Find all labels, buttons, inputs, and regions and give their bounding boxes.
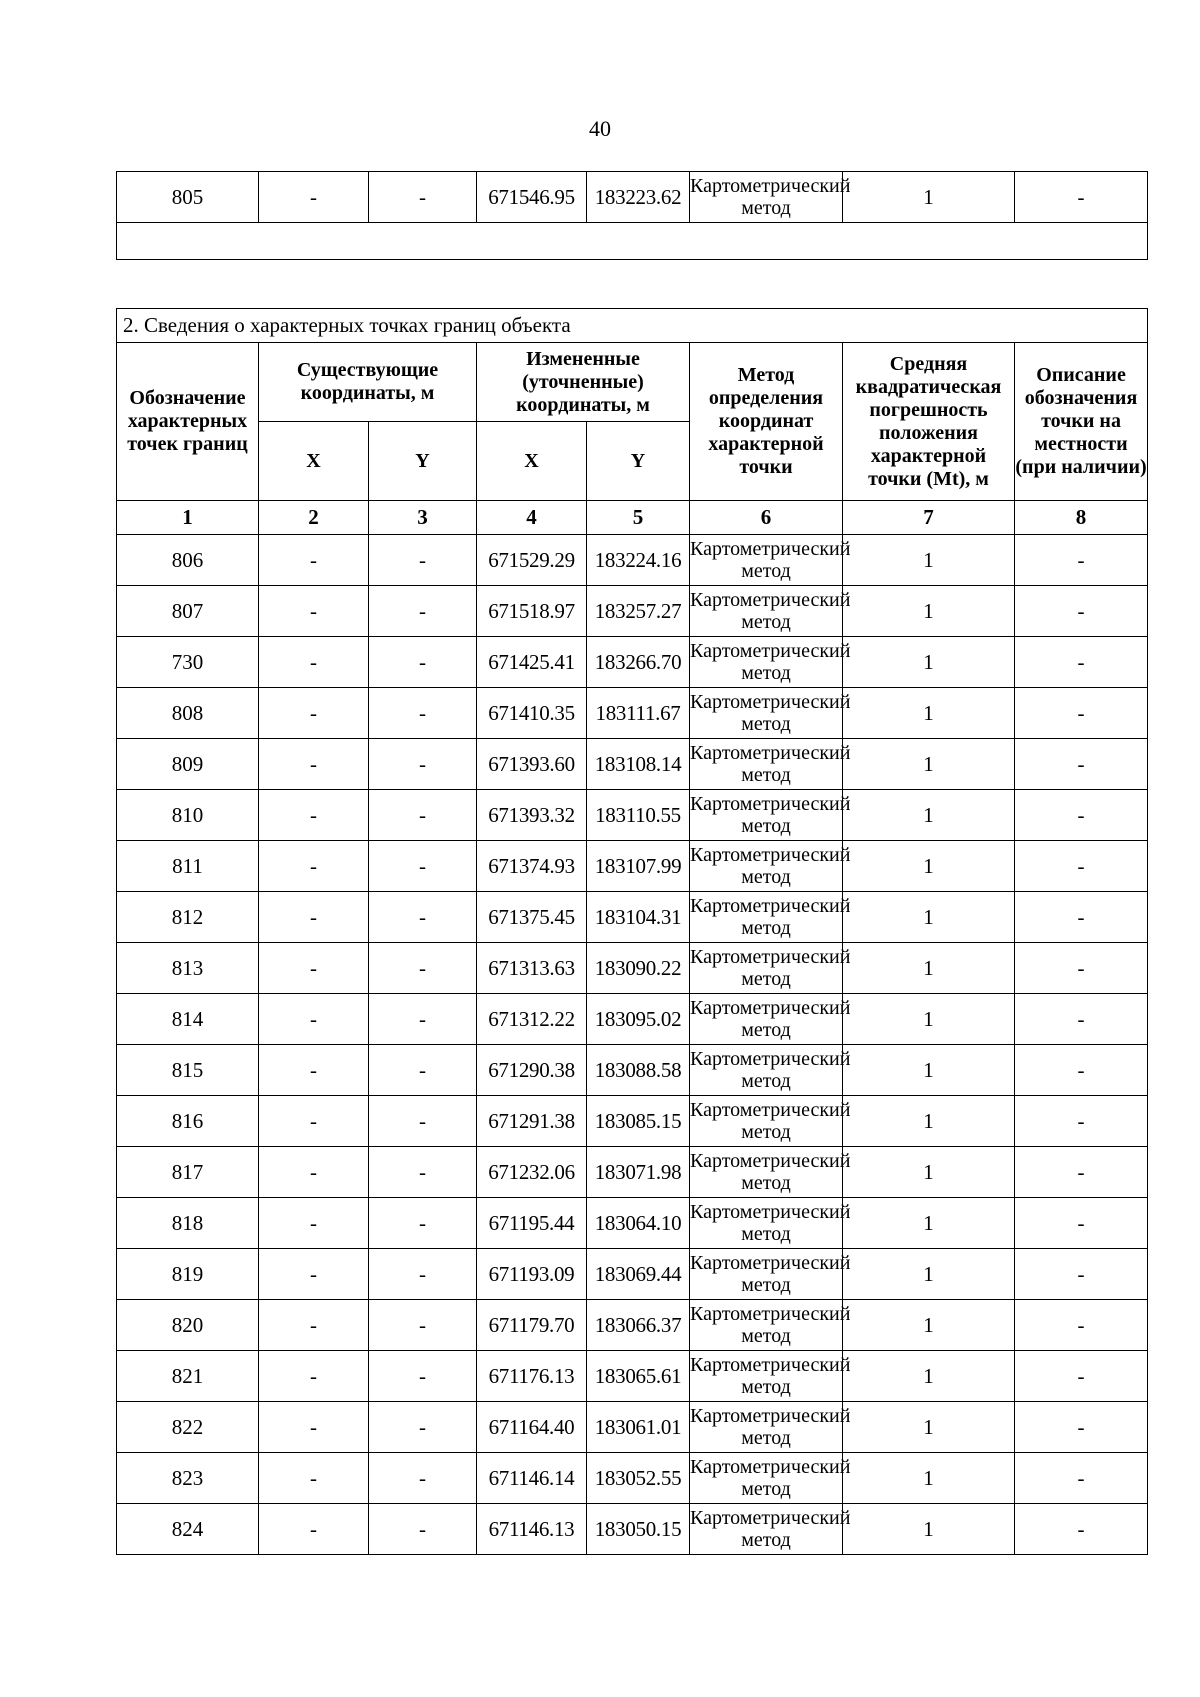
mt-value-cell: 1 <box>843 1453 1015 1504</box>
existing-y-cell: - <box>369 637 477 688</box>
section-title: 2. Сведения о характерных точках границ объекта <box>117 309 1148 343</box>
existing-y-cell: - <box>369 892 477 943</box>
point-id-cell: 811 <box>117 841 259 892</box>
existing-y-cell: - <box>369 1504 477 1555</box>
existing-x-cell: - <box>259 1402 369 1453</box>
point-id-cell: 820 <box>117 1300 259 1351</box>
mt-value-cell: 1 <box>843 535 1015 586</box>
page-number: 40 <box>589 116 611 141</box>
column-number: 1 <box>117 501 259 535</box>
method-cell: Картометрический метод <box>690 172 843 223</box>
existing-x-cell: - <box>259 1453 369 1504</box>
existing-y-cell: - <box>369 1351 477 1402</box>
point-id-cell: 817 <box>117 1147 259 1198</box>
column-number: 3 <box>369 501 477 535</box>
table-row <box>117 1198 1148 1249</box>
column-number: 7 <box>843 501 1015 535</box>
mt-value-cell: 1 <box>843 1504 1015 1555</box>
changed-x-cell: 671312.22 <box>477 994 587 1045</box>
changed-y-cell: 183071.98 <box>587 1147 690 1198</box>
header-point-designation: Обозначение характерных точек границ <box>117 343 259 501</box>
table-row <box>117 994 1148 1045</box>
changed-y-cell: 183266.70 <box>587 637 690 688</box>
existing-y-cell: - <box>369 790 477 841</box>
existing-y-cell: - <box>369 172 477 223</box>
method-cell: Картометрический метод <box>690 1453 843 1504</box>
table-row <box>117 637 1148 688</box>
table-row <box>117 1351 1148 1402</box>
point-id-cell: 819 <box>117 1249 259 1300</box>
existing-y-cell: - <box>369 943 477 994</box>
changed-x-cell: 671375.45 <box>477 892 587 943</box>
existing-y-cell: - <box>369 841 477 892</box>
table-row <box>117 790 1148 841</box>
method-cell: Картометрический метод <box>690 1351 843 1402</box>
existing-x-cell: - <box>259 1096 369 1147</box>
mt-value-cell: 1 <box>843 1096 1015 1147</box>
header-changed-coords: Измененные (уточненные) координаты, м <box>477 343 690 422</box>
section-title-row <box>117 309 1148 343</box>
mt-value-cell: 1 <box>843 841 1015 892</box>
method-cell: Картометрический метод <box>690 841 843 892</box>
method-cell: Картометрический метод <box>690 586 843 637</box>
changed-y-cell: 183050.15 <box>587 1504 690 1555</box>
existing-y-cell: - <box>369 1096 477 1147</box>
existing-y-cell: - <box>369 739 477 790</box>
point-id-cell: 730 <box>117 637 259 688</box>
point-id-cell: 821 <box>117 1351 259 1402</box>
method-cell: Картометрический метод <box>690 1402 843 1453</box>
changed-x-cell: 671232.06 <box>477 1147 587 1198</box>
description-cell: - <box>1015 586 1148 637</box>
changed-x-cell: 671193.09 <box>477 1249 587 1300</box>
existing-x-cell: - <box>259 943 369 994</box>
table-row <box>117 1045 1148 1096</box>
mt-value-cell: 1 <box>843 790 1015 841</box>
method-cell: Картометрический метод <box>690 1504 843 1555</box>
column-number: 5 <box>587 501 690 535</box>
changed-x-cell: 671410.35 <box>477 688 587 739</box>
changed-x-cell: 671518.97 <box>477 586 587 637</box>
description-cell: - <box>1015 790 1148 841</box>
description-cell: - <box>1015 1147 1148 1198</box>
table-row <box>117 739 1148 790</box>
changed-x-cell: 671374.93 <box>477 841 587 892</box>
existing-y-cell: - <box>369 1300 477 1351</box>
table-row <box>117 535 1148 586</box>
changed-y-cell: 183085.15 <box>587 1096 690 1147</box>
existing-x-cell: - <box>259 1351 369 1402</box>
mt-value-cell: 1 <box>843 1198 1015 1249</box>
table-row <box>117 586 1148 637</box>
changed-y-cell: 183090.22 <box>587 943 690 994</box>
changed-x-cell: 671393.32 <box>477 790 587 841</box>
header-changed-y: Y <box>587 422 690 501</box>
changed-y-cell: 183069.44 <box>587 1249 690 1300</box>
method-cell: Картометрический метод <box>690 1300 843 1351</box>
existing-x-cell: - <box>259 1249 369 1300</box>
changed-y-cell: 183104.31 <box>587 892 690 943</box>
method-cell: Картометрический метод <box>690 535 843 586</box>
point-id-cell: 813 <box>117 943 259 994</box>
changed-x-cell: 671176.13 <box>477 1351 587 1402</box>
header-existing-coords: Существующие координаты, м <box>259 343 477 422</box>
method-cell: Картометрический метод <box>690 1096 843 1147</box>
method-cell: Картометрический метод <box>690 1198 843 1249</box>
header-existing-y: Y <box>369 422 477 501</box>
changed-x-cell: 671195.44 <box>477 1198 587 1249</box>
method-cell: Картометрический метод <box>690 892 843 943</box>
description-cell: - <box>1015 994 1148 1045</box>
header-method: Метод определения координат характерной точки <box>690 343 843 501</box>
mt-value-cell: 1 <box>843 1045 1015 1096</box>
existing-y-cell: - <box>369 1402 477 1453</box>
point-id-cell: 818 <box>117 1198 259 1249</box>
changed-y-cell: 183066.37 <box>587 1300 690 1351</box>
method-cell: Картометрический метод <box>690 637 843 688</box>
description-cell: - <box>1015 841 1148 892</box>
mt-value-cell: 1 <box>843 586 1015 637</box>
existing-x-cell: - <box>259 790 369 841</box>
mt-value-cell: 1 <box>843 1249 1015 1300</box>
existing-x-cell: - <box>259 1504 369 1555</box>
column-number: 6 <box>690 501 843 535</box>
point-id-cell: 808 <box>117 688 259 739</box>
description-cell: - <box>1015 1453 1148 1504</box>
table-row <box>117 841 1148 892</box>
mt-value-cell: 1 <box>843 739 1015 790</box>
point-id-cell: 810 <box>117 790 259 841</box>
point-id-cell: 824 <box>117 1504 259 1555</box>
method-cell: Картометрический метод <box>690 994 843 1045</box>
description-cell: - <box>1015 1504 1148 1555</box>
point-id-cell: 807 <box>117 586 259 637</box>
existing-x-cell: - <box>259 688 369 739</box>
changed-y-cell: 183107.99 <box>587 841 690 892</box>
table-row <box>117 1147 1148 1198</box>
existing-x-cell: - <box>259 172 369 223</box>
existing-x-cell: - <box>259 841 369 892</box>
column-number: 8 <box>1015 501 1148 535</box>
existing-x-cell: - <box>259 1147 369 1198</box>
method-cell: Картометрический метод <box>690 688 843 739</box>
description-cell: - <box>1015 637 1148 688</box>
column-number: 2 <box>259 501 369 535</box>
existing-y-cell: - <box>369 1453 477 1504</box>
mt-value-cell: 1 <box>843 172 1015 223</box>
table-row <box>117 1504 1148 1555</box>
point-id-cell: 814 <box>117 994 259 1045</box>
table-row <box>117 1402 1148 1453</box>
header-changed-x: X <box>477 422 587 501</box>
mt-value-cell: 1 <box>843 637 1015 688</box>
changed-x-cell: 671313.63 <box>477 943 587 994</box>
existing-x-cell: - <box>259 892 369 943</box>
method-cell: Картометрический метод <box>690 790 843 841</box>
point-id-cell: 822 <box>117 1402 259 1453</box>
description-cell: - <box>1015 892 1148 943</box>
existing-x-cell: - <box>259 1198 369 1249</box>
changed-y-cell: 183064.10 <box>587 1198 690 1249</box>
method-cell: Картометрический метод <box>690 1147 843 1198</box>
description-cell: - <box>1015 1402 1148 1453</box>
table-row <box>117 1096 1148 1147</box>
description-cell: - <box>1015 739 1148 790</box>
description-cell: - <box>1015 688 1148 739</box>
mt-value-cell: 1 <box>843 1147 1015 1198</box>
point-id-cell: 805 <box>117 172 259 223</box>
point-id-cell: 816 <box>117 1096 259 1147</box>
existing-y-cell: - <box>369 688 477 739</box>
existing-x-cell: - <box>259 1045 369 1096</box>
mt-value-cell: 1 <box>843 1300 1015 1351</box>
existing-y-cell: - <box>369 1147 477 1198</box>
changed-x-cell: 671179.70 <box>477 1300 587 1351</box>
existing-y-cell: - <box>369 535 477 586</box>
description-cell: - <box>1015 1096 1148 1147</box>
method-cell: Картометрический метод <box>690 739 843 790</box>
changed-y-cell: 183223.62 <box>587 172 690 223</box>
table-row <box>117 1453 1148 1504</box>
table-row <box>117 943 1148 994</box>
changed-x-cell: 671425.41 <box>477 637 587 688</box>
method-cell: Картометрический метод <box>690 943 843 994</box>
mt-value-cell: 1 <box>843 892 1015 943</box>
changed-x-cell: 671546.95 <box>477 172 587 223</box>
existing-y-cell: - <box>369 1198 477 1249</box>
changed-x-cell: 671291.38 <box>477 1096 587 1147</box>
description-cell: - <box>1015 172 1148 223</box>
header-mt: Средняя квадратическая погрешность положения характерной точки (Mt), м <box>843 343 1015 501</box>
changed-y-cell: 183095.02 <box>587 994 690 1045</box>
table-row <box>117 172 1148 223</box>
header-description: Описание обозначения точки на местности (при наличии) <box>1015 343 1148 501</box>
description-cell: - <box>1015 1351 1148 1402</box>
mt-value-cell: 1 <box>843 943 1015 994</box>
column-number-row <box>117 501 1148 535</box>
mt-value-cell: 1 <box>843 994 1015 1045</box>
description-cell: - <box>1015 943 1148 994</box>
method-cell: Картометрический метод <box>690 1045 843 1096</box>
changed-y-cell: 183224.16 <box>587 535 690 586</box>
header-row <box>117 343 1148 422</box>
changed-x-cell: 671393.60 <box>477 739 587 790</box>
point-id-cell: 823 <box>117 1453 259 1504</box>
changed-y-cell: 183108.14 <box>587 739 690 790</box>
header-existing-x: X <box>259 422 369 501</box>
existing-y-cell: - <box>369 1249 477 1300</box>
mt-value-cell: 1 <box>843 688 1015 739</box>
mt-value-cell: 1 <box>843 1402 1015 1453</box>
description-cell: - <box>1015 1045 1148 1096</box>
description-cell: - <box>1015 1300 1148 1351</box>
mt-value-cell: 1 <box>843 1351 1015 1402</box>
boundary-points-table <box>116 308 1148 1555</box>
changed-x-cell: 671529.29 <box>477 535 587 586</box>
changed-y-cell: 183061.01 <box>587 1402 690 1453</box>
existing-y-cell: - <box>369 994 477 1045</box>
existing-x-cell: - <box>259 739 369 790</box>
changed-y-cell: 183257.27 <box>587 586 690 637</box>
changed-y-cell: 183065.61 <box>587 1351 690 1402</box>
column-number: 4 <box>477 501 587 535</box>
existing-x-cell: - <box>259 994 369 1045</box>
existing-x-cell: - <box>259 637 369 688</box>
existing-x-cell: - <box>259 586 369 637</box>
table-row <box>117 1300 1148 1351</box>
description-cell: - <box>1015 535 1148 586</box>
method-cell: Картометрический метод <box>690 1249 843 1300</box>
changed-y-cell: 183088.58 <box>587 1045 690 1096</box>
point-id-cell: 806 <box>117 535 259 586</box>
table-row <box>117 1249 1148 1300</box>
changed-y-cell: 183110.55 <box>587 790 690 841</box>
table-row <box>117 892 1148 943</box>
continuation-table <box>116 171 1148 260</box>
changed-y-cell: 183111.67 <box>587 688 690 739</box>
existing-x-cell: - <box>259 535 369 586</box>
existing-y-cell: - <box>369 1045 477 1096</box>
description-cell: - <box>1015 1249 1148 1300</box>
existing-y-cell: - <box>369 586 477 637</box>
changed-x-cell: 671290.38 <box>477 1045 587 1096</box>
description-cell: - <box>1015 1198 1148 1249</box>
empty-row <box>117 223 1148 260</box>
existing-x-cell: - <box>259 1300 369 1351</box>
table-row <box>117 688 1148 739</box>
point-id-cell: 815 <box>117 1045 259 1096</box>
point-id-cell: 809 <box>117 739 259 790</box>
point-id-cell: 812 <box>117 892 259 943</box>
changed-x-cell: 671164.40 <box>477 1402 587 1453</box>
changed-y-cell: 183052.55 <box>587 1453 690 1504</box>
changed-x-cell: 671146.14 <box>477 1453 587 1504</box>
changed-x-cell: 671146.13 <box>477 1504 587 1555</box>
